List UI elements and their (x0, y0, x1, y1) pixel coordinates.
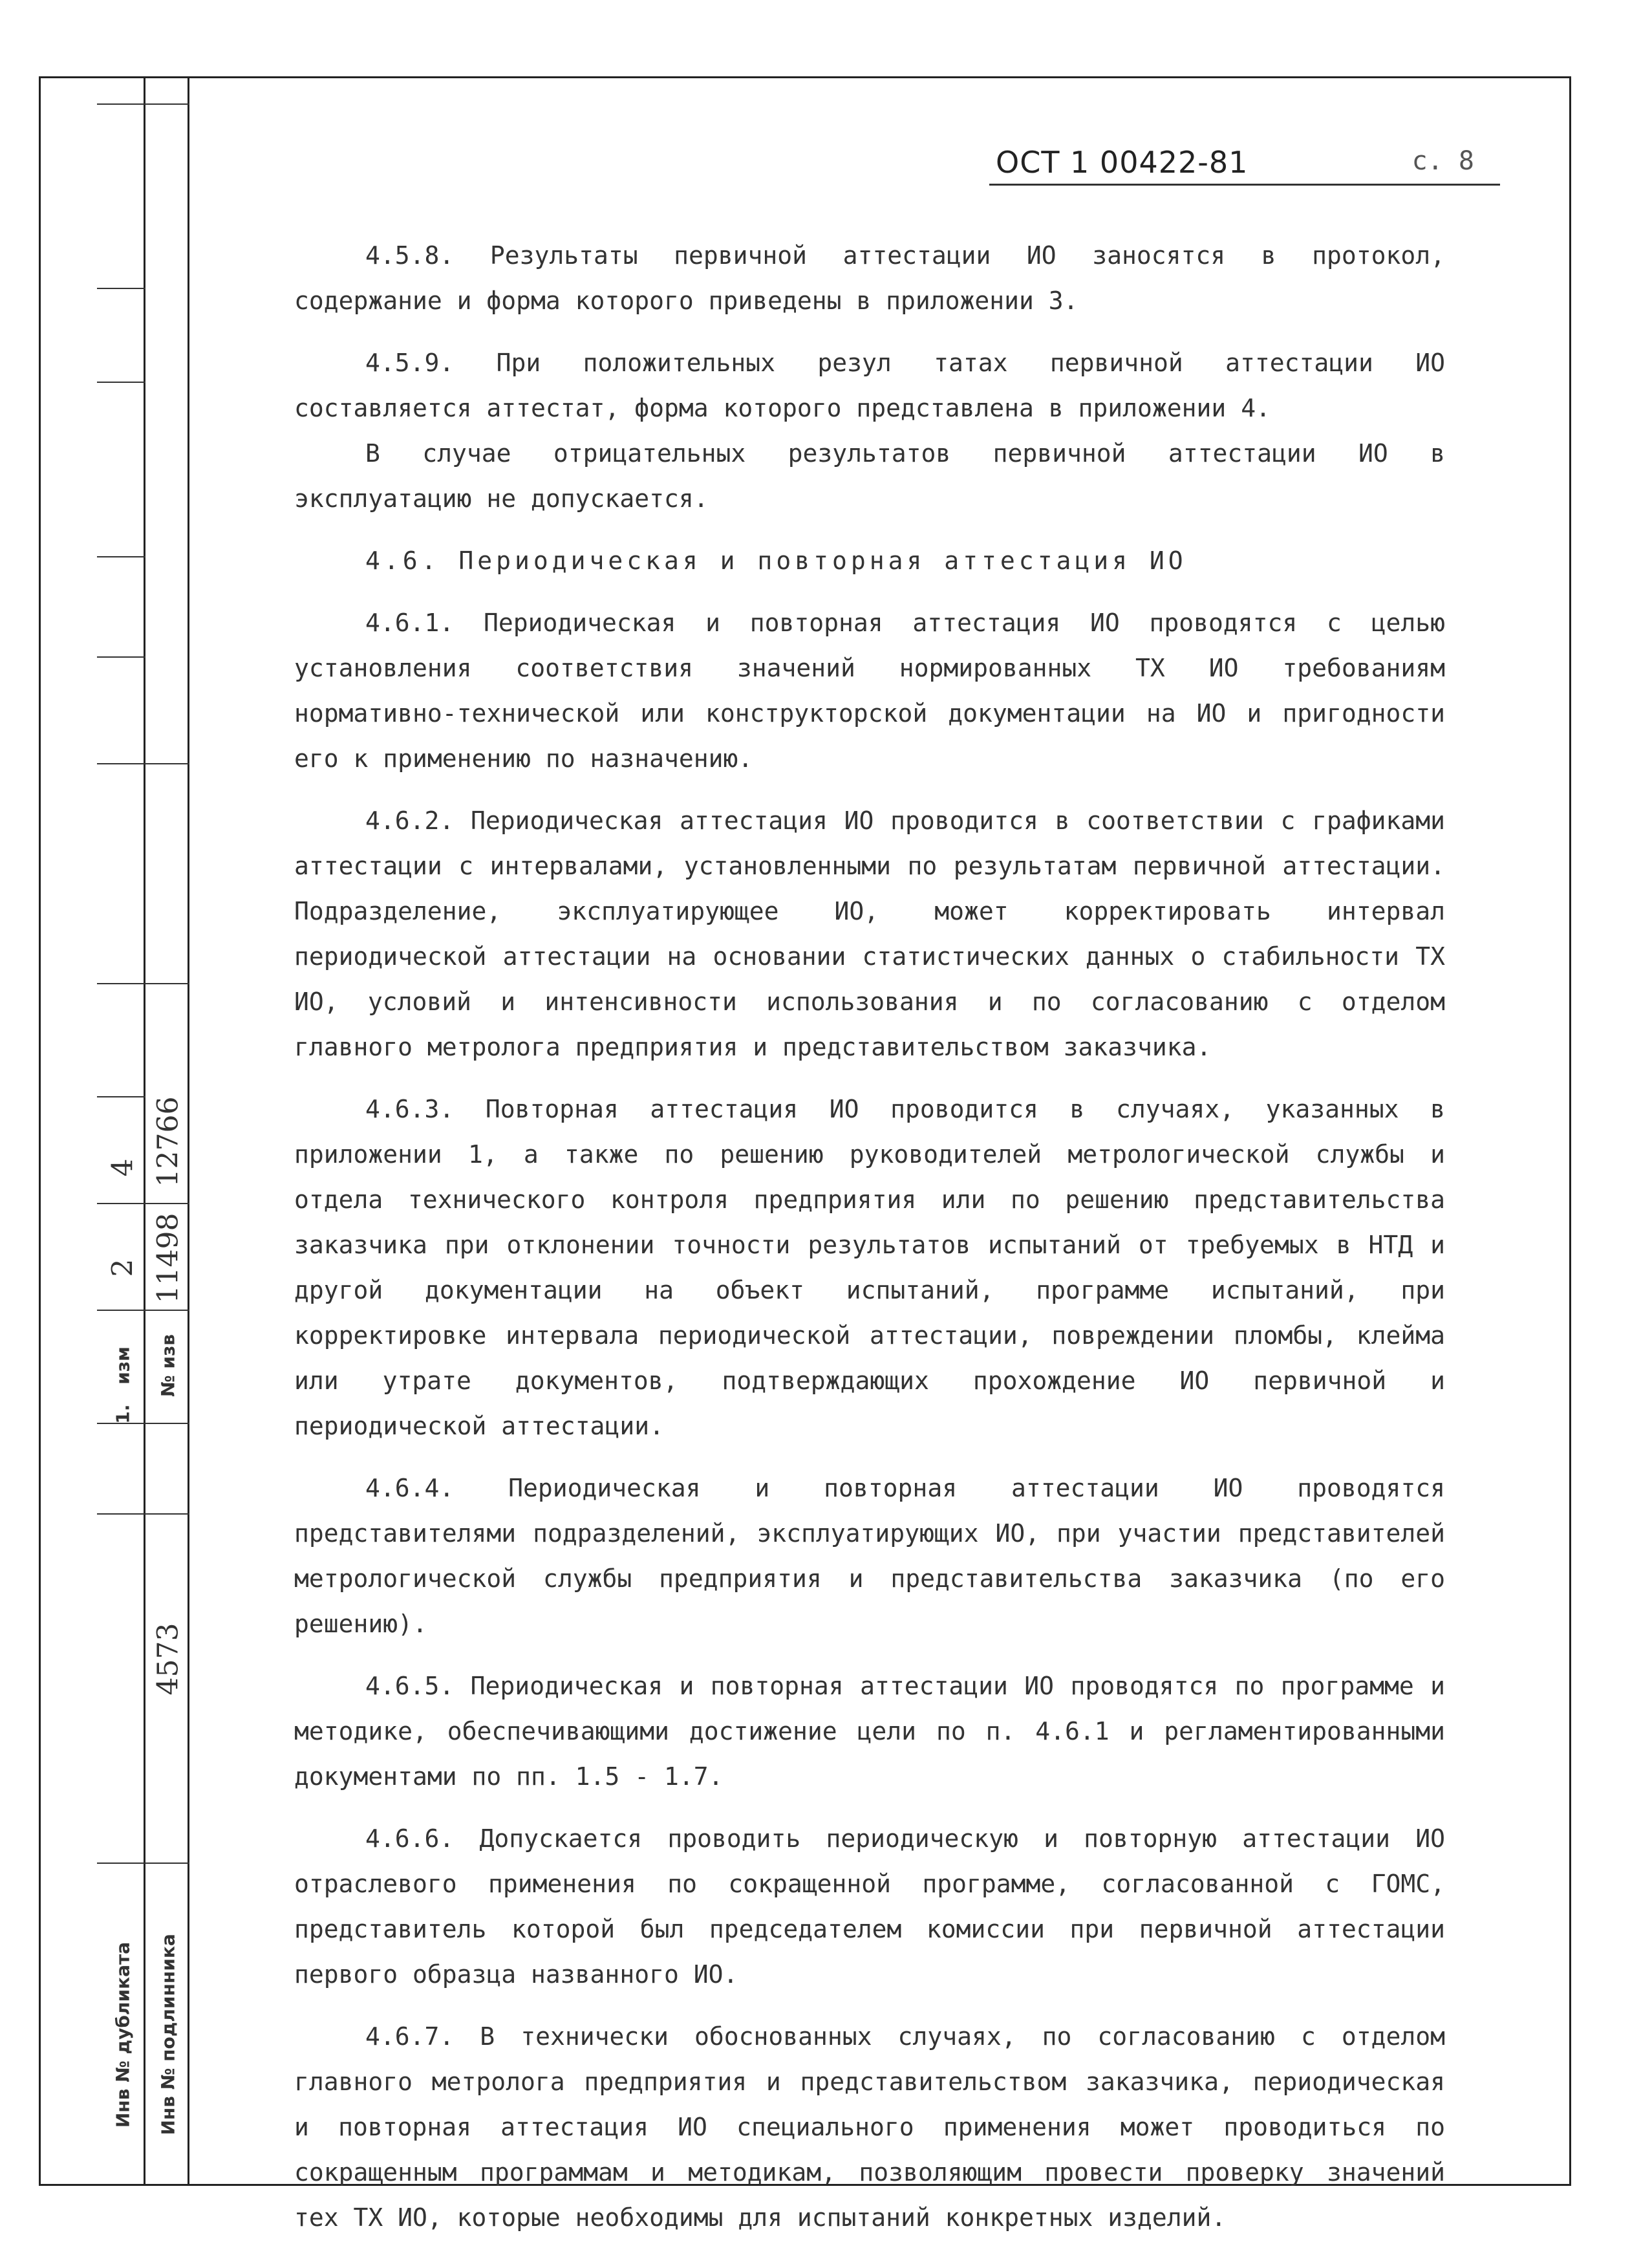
izm-value: 2 (106, 1258, 140, 1277)
margin-tick (97, 288, 145, 289)
section-heading-4-6: 4.6. Периодическая и повторная аттестация ИО (365, 546, 1187, 575)
izm-label: изм (112, 1346, 134, 1385)
paragraph-negative-results: В случае отрицательных результатов первичной аттестации ИО в эксплуатацию не допускается. (294, 439, 1445, 513)
margin-tick (97, 983, 189, 984)
paragraph-4-6-4: 4.6.4. Периодическая и повторная аттестации ИО проводятся представителями подразделений, эксплуатирующих ИО, при участии представителей метрологической службы предприятия и представительства заказчика (по его решению). (294, 1474, 1445, 1638)
paragraph-4-6-6: 4.6.6. Допускается проводить периодическую и повторную аттестации ИО отраслевого применения по сокращенной программе, согласованной с ГОМС, представитель которой был председателем комиссии при первичной аттестации первого образца названного ИО. (294, 1824, 1445, 1989)
inv-podl-label: Инв № подлинника (157, 1934, 179, 2135)
margin-tick (97, 556, 145, 557)
paragraph-4-6-5: 4.6.5. Периодическая и повторная аттестации ИО проводятся по программе и методике, обеспечивающими достижение цели по п. 4.6.1 и регламентированными документами по пп. 1.5 - 1.7. (294, 1672, 1445, 1791)
paragraph-4-5-9: 4.5.9. При положительных резул татах первичной аттестации ИО составляется аттестат, форма которого представлена в приложении 4. (294, 349, 1445, 422)
izm-first: 1. (112, 1404, 134, 1424)
izv-value: 11498 (151, 1213, 185, 1304)
margin-tick (97, 763, 189, 764)
margin-tick (97, 1863, 189, 1864)
page-header (989, 142, 1500, 186)
paragraph-4-5-8: 4.5.8. Результаты первичной аттестации ИО заносятся в протокол, содержание и форма которого приведены в приложении 3. (294, 241, 1445, 315)
izv-label: № изв (157, 1334, 179, 1398)
document-code: ОСТ 1 00422-81 (996, 145, 1249, 180)
paragraph-4-6-3: 4.6.3. Повторная аттестация ИО проводится в случаях, указанных в приложении 1, а также по решению руководителей метрологической службы и отдела технического контроля предприятия или по решению представительства заказчика при отклонении точности результатов испытаний от требуемых в НТД и другой документации на объект испытаний, программе испытаний, при корректировке интервала периодической аттестации, повреждении пломбы, клейма или утрате документов, подтверждающих прохождение ИО первичной и периодической аттестации. (294, 1095, 1445, 1440)
margin-tick (97, 1423, 189, 1424)
margin-tick (97, 1096, 145, 1097)
izm-value: 4 (106, 1158, 140, 1177)
inv-dubl-label: Инв № дубликата (112, 1941, 134, 2128)
paragraph-4-6-2: 4.6.2. Периодическая аттестация ИО проводится в соответствии с графиками аттестации с интервалами, установленными по результатам первичной аттестации. Подразделение, эксплуатирующее ИО, может корректировать интервал периодической аттестации на основании статистических данных о стабильности ТХ ИО, условий и интенсивности использования и по согласованию с отделом главного метролога предприятия и представительством заказчика. (294, 806, 1445, 1061)
margin-tick (97, 656, 145, 658)
page-number: с. 8 (1411, 146, 1474, 176)
podl-number: 4573 (151, 1623, 185, 1696)
margin-column-inv (97, 76, 145, 2186)
izv-value: 12766 (151, 1096, 185, 1187)
paragraph-4-6-7: 4.6.7. В технически обоснованных случаях, по согласованию с отделом главного метролога предприятия и представительством заказчика, периодическая и повторная аттестация ИО специального применения может проводиться по сокращенным программам и методикам, позволяющим провести проверку значений тех ТХ ИО, которые необходимы для испытаний конкретных изделий. (294, 2022, 1445, 2232)
margin-tick (97, 382, 145, 383)
margin-tick (97, 1513, 189, 1515)
margin-tick (97, 103, 189, 105)
paragraph-4-6-1: 4.6.1. Периодическая и повторная аттестация ИО проводятся с целью установления соответствия значений нормированных ТХ ИО требованиям нормативно-технической или конструкторской документации на ИО и пригодности его к применению по назначению. (294, 609, 1445, 773)
document-body (294, 233, 1445, 2257)
